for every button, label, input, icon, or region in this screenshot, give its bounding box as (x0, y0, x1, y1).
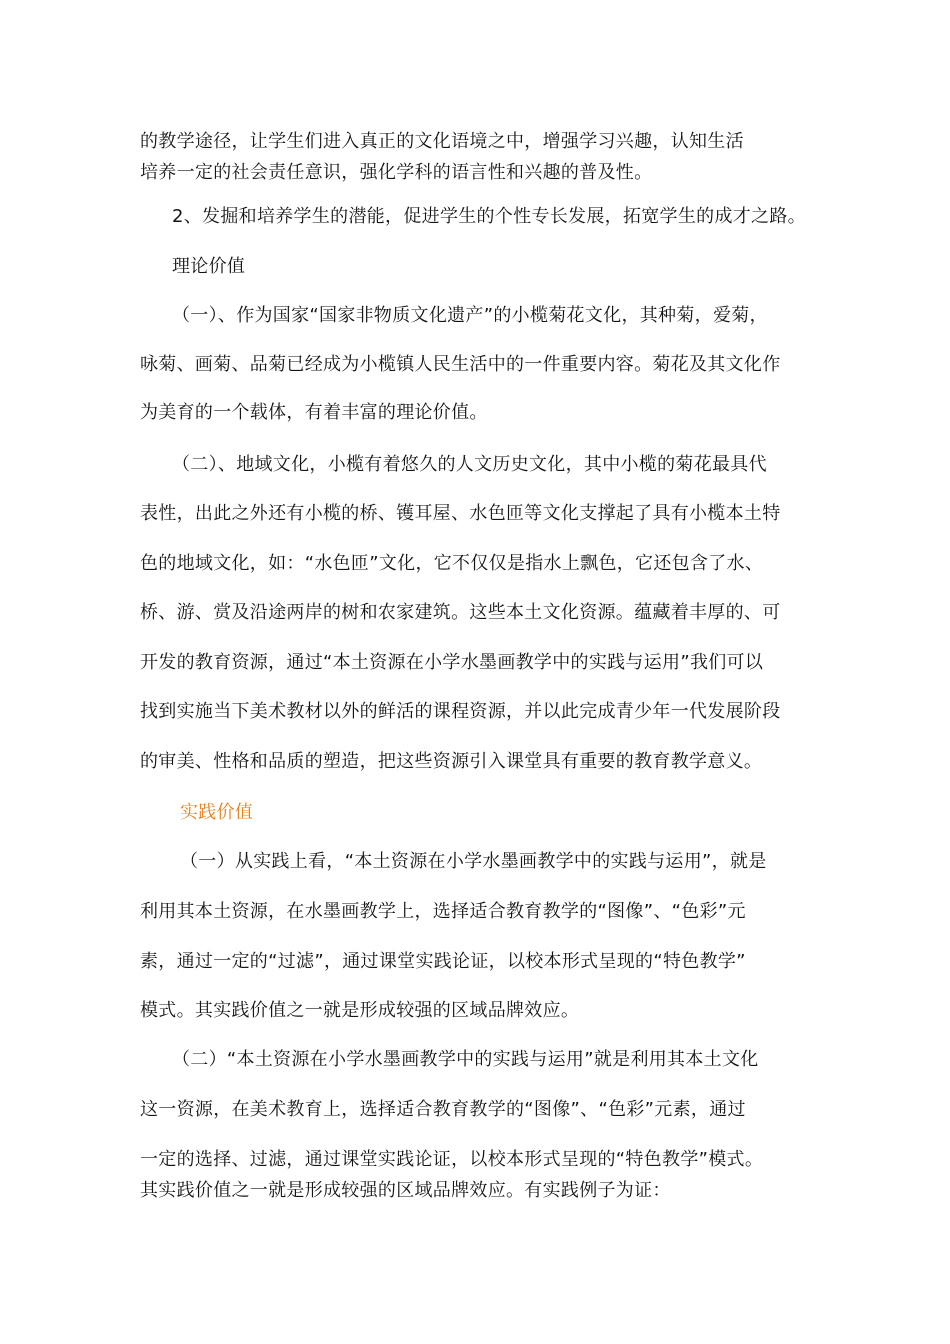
practice-para1-line4: 模式。其实践价值之一就是形成较强的区域品牌效应。 (140, 1000, 580, 1021)
theory-para1-line1: （一）、作为国家“国家非物质文化遗产”的小榄菊花文化，其种菊，爱菊， (172, 305, 768, 326)
practice-para1-line3: 素，通过一定的“过滤”，通过课堂实践论证，以校本形式呈现的“特色教学” (140, 951, 746, 972)
theory-para2-line2: 表性，出此之外还有小榄的桥、镬耳屋、水色匝等文化支撑起了具有小榄本土特 (140, 503, 781, 524)
body-line-2: 培养一定的社会责任意识，强化学科的语言性和兴趣的普及性。 (140, 162, 653, 183)
heading-theory-value: 理论价值 (172, 256, 246, 277)
practice-para2-line4: 其实践价值之一就是形成较强的区域品牌效应。有实践例子为证： (140, 1180, 671, 1201)
theory-para2-line7: 的审美、性格和品质的塑造，把这些资源引入课堂具有重要的教育教学意义。 (140, 751, 763, 772)
numbered-item-2: 2、发掘和培养学生的潜能，促进学生的个性专长发展，拓宽学生的成才之路。 (172, 206, 806, 227)
theory-para2-line5: 开发的教育资源，通过“本土资源在小学水墨画教学中的实践与运用”我们可以 (140, 652, 764, 673)
theory-para2-line6: 找到实施当下美术教材以外的鲜活的课程资源，并以此完成青少年一代发展阶段 (140, 701, 781, 722)
practice-para2-line2: 这一资源，在美术教育上，选择适合教育教学的“图像”、“色彩”元素，通过 (140, 1099, 746, 1120)
practice-para2-line1: （二）“本土资源在小学水墨画教学中的实践与运用”就是利用其本土文化 (172, 1049, 759, 1070)
practice-para1-line1: （一）从实践上看，“本土资源在小学水墨画教学中的实践与运用”，就是 (180, 851, 767, 872)
practice-para1-line2: 利用其本土资源，在水墨画教学上，选择适合教育教学的“图像”、“色彩”元 (140, 901, 746, 922)
body-line-1: 的教学途径，让学生们进入真正的文化语境之中，增强学习兴趣，认知生活 (140, 131, 744, 152)
theory-para2-line3: 色的地域文化，如：“水色匝”文化，它不仅仅是指水上飘色，它还包含了水、 (140, 553, 764, 574)
theory-para2-line1: （二）、地域文化，小榄有着悠久的人文历史文化，其中小榄的菊花最具代 (172, 454, 767, 475)
heading-practice-value: 实践价值 (180, 802, 254, 823)
theory-para1-line3: 为美育的一个载体，有着丰富的理论价值。 (140, 402, 488, 423)
practice-para2-line3: 一定的选择、过滤，通过课堂实践论证，以校本形式呈现的“特色教学”模式。 (140, 1149, 764, 1170)
theory-para2-line4: 桥、游、赏及沿途两岸的树和农家建筑。这些本土文化资源。蕴藏着丰厚的、可 (140, 602, 781, 623)
theory-para1-line2: 咏菊、画菊、品菊已经成为小榄镇人民生活中的一件重要内容。菊花及其文化作 (140, 354, 781, 375)
